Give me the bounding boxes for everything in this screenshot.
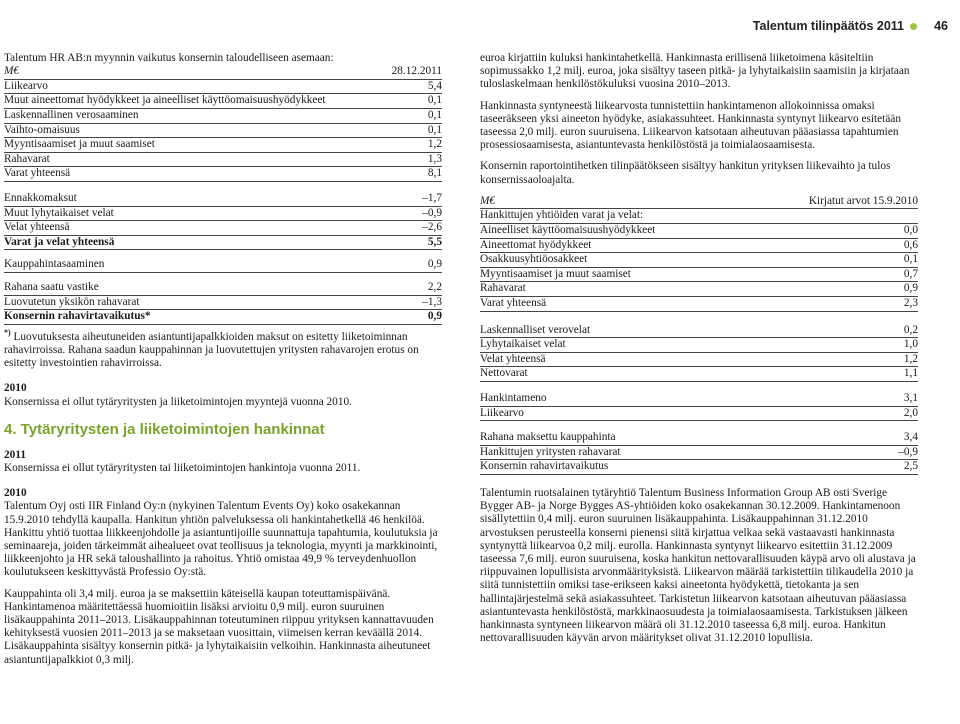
- divestment-table-header: [4, 65, 442, 80]
- table-row: Aineettomat hyödykkeet 0,6: [480, 239, 918, 254]
- table-row: Laskennalliset verovelat 0,2: [480, 324, 918, 339]
- page-header: [0, 0, 960, 40]
- footnote-mark: *): [4, 327, 11, 337]
- table-row: Velat yhteensä –2,6: [4, 221, 442, 236]
- table-row-total: Konsernin rahavirtavaikutus* 0,9: [4, 310, 442, 325]
- acquisition-group-1: [480, 209, 918, 311]
- bullet-dot-icon: [910, 23, 917, 30]
- table-row: Liikearvo 2,0: [480, 407, 918, 422]
- table-row: Rahana saatu vastike 2,2: [4, 281, 442, 296]
- table-row: Myyntisaamiset ja muut saamiset 0,7: [480, 268, 918, 283]
- table-row: Myyntisaamiset ja muut saamiset 1,2: [4, 138, 442, 153]
- table-row: Luovutetun yksikön rahavarat –1,3: [4, 296, 442, 311]
- table-row: Vaihto-omaisuus 0,1: [4, 124, 442, 139]
- table-row: Varat yhteensä 2,3: [480, 297, 918, 312]
- table-row: Lyhytaikaiset velat 1,0: [480, 338, 918, 353]
- paragraph-continued: euroa kirjattiin kuluksi hankintahetkellä. Hankinnasta erillisenä liiketoimena käsiteltiin sopimussakko 1,2 milj. euroa, joka sisältyy taseen pitkä- ja lyhytaikaisiin saamisiin ja kirjataan tuloslaskelmaan henkilöstökuluksi vuosina 2010–2013.: [480, 52, 910, 91]
- table-row: Hankintameno 3,1: [480, 392, 918, 407]
- section-heading: 4. Tytäryritysten ja liiketoimintojen hankinnat: [4, 420, 325, 438]
- table-row: Kauppahintasaaminen 0,9: [4, 258, 442, 273]
- table-row: Rahavarat 0,9: [480, 282, 918, 297]
- table-row: Hankittujen yhtiöiden varat ja velat:: [480, 209, 918, 224]
- paragraph-reporting: Konsernin raportointihetken tilinpäätökseen sisältyy hankitun yrityksen liikevaihto ja tulos konsernissaoloajalta.: [480, 160, 891, 186]
- divestment-table-title: Talentum HR AB:n myynnin vaikutus konsernin taloudelliseen asemaan:: [4, 52, 334, 64]
- table-row: Ennakkomaksut –1,7: [4, 192, 442, 207]
- paragraph-goodwill: Hankinnasta syntyneestä liikearvosta tunnistettiin hankintamenon allokoinnissa omaksi taseeräkseen yksi aineeton hyödyke, asiakassuhteet. Hankinnasta syntynyt liikearvo esitetään taseessa 2,0 milj. euron suuruisena. Liikearvon katsotaan aiheutuvan pääasiassa tapahtumien prosessiosaamisesta, asiantuntevasta henkilöstöstä ja toimialaosaamisesta.: [480, 99, 901, 152]
- table-row: Muut aineettomat hyödykkeet ja aineelliset käyttöomaisuushyödykkeet 0,1: [4, 94, 442, 109]
- table-row: Rahavarat 1,3: [4, 153, 442, 168]
- table-row: Laskennallinen verosaaminen 0,1: [4, 109, 442, 124]
- divestment-group-3: [4, 258, 442, 273]
- table-row: Konsernin rahavirtavaikutus 2,5: [480, 460, 918, 475]
- table-row: Rahana maksettu kauppahinta 3,4: [480, 431, 918, 446]
- acquisition-heading-2010: 2010: [4, 487, 27, 500]
- table-row: Varat yhteensä 8,1: [4, 167, 442, 182]
- paragraph-sverige-bygger: Talentumin ruotsalainen tytäryhtiö Talentum Business Information Group AB osti Sverige Bygger AB- ja Norge Bygges AS-yhtiöiden koko osakekannan 30.12.2009. Hankintamenoon sisällytettiin 0,4 milj. euron suuruinen lisäkauppahinta. Lisäkauppahinnan 31.12.2010 arvostuksen perusteella konserni pienensi siitä kirjattua velkaa sekä vastaavasti hankinnasta syntynyttä liikearvoa 0,2 milj. eurolla. Hankinnasta syntynyt liikearvo esitettiin 31.12.2009 taseessa 7,6 milj. euron suuruisena, koska hankitun nettovarallisuuden käypä arvo oli alustava ja riippuvainen lopullisista arvonmäärityksistä. Liikearvon määrää tarkistettiin tilikaudella 2010 ja siitä tunnistettiin omiksi tase-erikseen kaksi aineetonta hyödykettä, tietokanta ja sen hallintajärjestelmä sekä asiakassuhteet. Tarkistetun liikearvon katsotaan aiheutuvan pääasiassa asiantuntevasta henkilöstöstä, markkinaosuudesta ja toimialaosaamisesta. Tarkistuksen jälkeen hankinnasta syntyneen liikearvon määrä oli 31.12.2010 taseessa 6,8 milj. euroa. Hankitun nettovarallisuuden käyvän arvon määritykset olivat 31.12.2010 lopullisia.: [480, 486, 916, 645]
- year-2011-text: Konsernissa ei ollut tytäryritysten tai liiketoimintojen hankintoja vuonna 2011.: [4, 461, 361, 474]
- unit-label: M€: [4, 65, 20, 78]
- year-heading-2011: 2011: [4, 448, 26, 461]
- table-row: Muut lyhytaikaiset velat –0,9: [4, 207, 442, 222]
- left-column: [4, 52, 442, 667]
- divestment-group-2: [4, 192, 442, 250]
- report-title: Talentum tilinpäätös 2011: [752, 19, 904, 33]
- footnote: [4, 327, 442, 371]
- table-row: Nettovarat 1,1: [480, 367, 918, 382]
- table-row: Hankittujen yritysten rahavarat –0,9: [480, 446, 918, 461]
- acquisition-paragraph-2: Kauppahinta oli 3,4 milj. euroa ja se maksettiin käteisellä kaupan toteuttamispäivänä. Hankintamenoa määritettäessä huomioitiin lisäksi arvioitu 0,9 milj. euron suuruinen lisäkauppahinta 2011–2013. Lisäkauppahinnan toteutuminen riippuu yrityksen kannattavuuden kehityksestä vuosien 2011–2013 ja se maksetaan vuosittain, viimeisen kerran keväällä 2014. Lisäkauppahinta sisältyy konsernin pitkä- ja lyhytaikaisiin velkoihin. Hankinnasta aiheutuneet asiantuntijapalkkiot 0,3 milj.: [4, 587, 434, 666]
- year-2010-text: Konsernissa ei ollut tytäryritysten ja liiketoimintojen myyntejä vuonna 2010.: [4, 395, 352, 408]
- table-row: Liikearvo 5,4: [4, 80, 442, 95]
- divestment-group-4: [4, 281, 442, 325]
- acquisition-group-3: [480, 392, 918, 421]
- table-row: Velat yhteensä 1,2: [480, 353, 918, 368]
- acquisition-group-4: [480, 431, 918, 475]
- unit-label: M€: [480, 194, 496, 207]
- right-column: [480, 52, 918, 645]
- date-label: 28.12.2011: [391, 65, 442, 78]
- table-row-total: Varat ja velat yhteensä 5,5: [4, 236, 442, 251]
- acquisition-group-2: [480, 324, 918, 382]
- footnote-text: Luovutuksesta aiheutuneiden asiantuntijapalkkioiden maksut on esitetty liiketoiminnan rahavirroissa. Rahana saadun kauppahinnan ja luovutettujen yritysten rahavarojen erotus on esitetty investointien rahavirroissa.: [4, 330, 419, 370]
- divestment-group-1: [4, 80, 442, 182]
- acquisition-table-header: [480, 195, 918, 210]
- page-number: 46: [934, 19, 948, 33]
- year-heading-2010: 2010: [4, 382, 27, 395]
- acquisition-paragraph-1: Talentum Oyj osti IIR Finland Oy:n (nykyinen Talentum Events Oy) koko osakekannan 15.9.2010 tehdyllä kaupalla. Hankitun yhtiön palveluksessa oli hankintahetkellä 46 henkilöä. Hankittu yhtiö tuottaa liikkeenjohdolle ja asiantuntijoille suunnattuja tapahtumia, koulutuksia ja seminaareja, joiden tärkeimmät aihealueet ovat teollisuus ja teknologia, myynti ja markkinointi, liikkeenjohto ja HR sekä taloushallinto ja rahoitus. Yhtiö omistaa 49,9 % terveydenhuollon koulutukseen keskittyvästä Professio Oy:stä.: [4, 500, 438, 579]
- table-row: Aineelliset käyttöomaisuushyödykkeet 0,0: [480, 224, 918, 239]
- column-label: Kirjatut arvot 15.9.2010: [808, 194, 918, 207]
- table-row: Osakkuusyhtiöosakkeet 0,1: [480, 253, 918, 268]
